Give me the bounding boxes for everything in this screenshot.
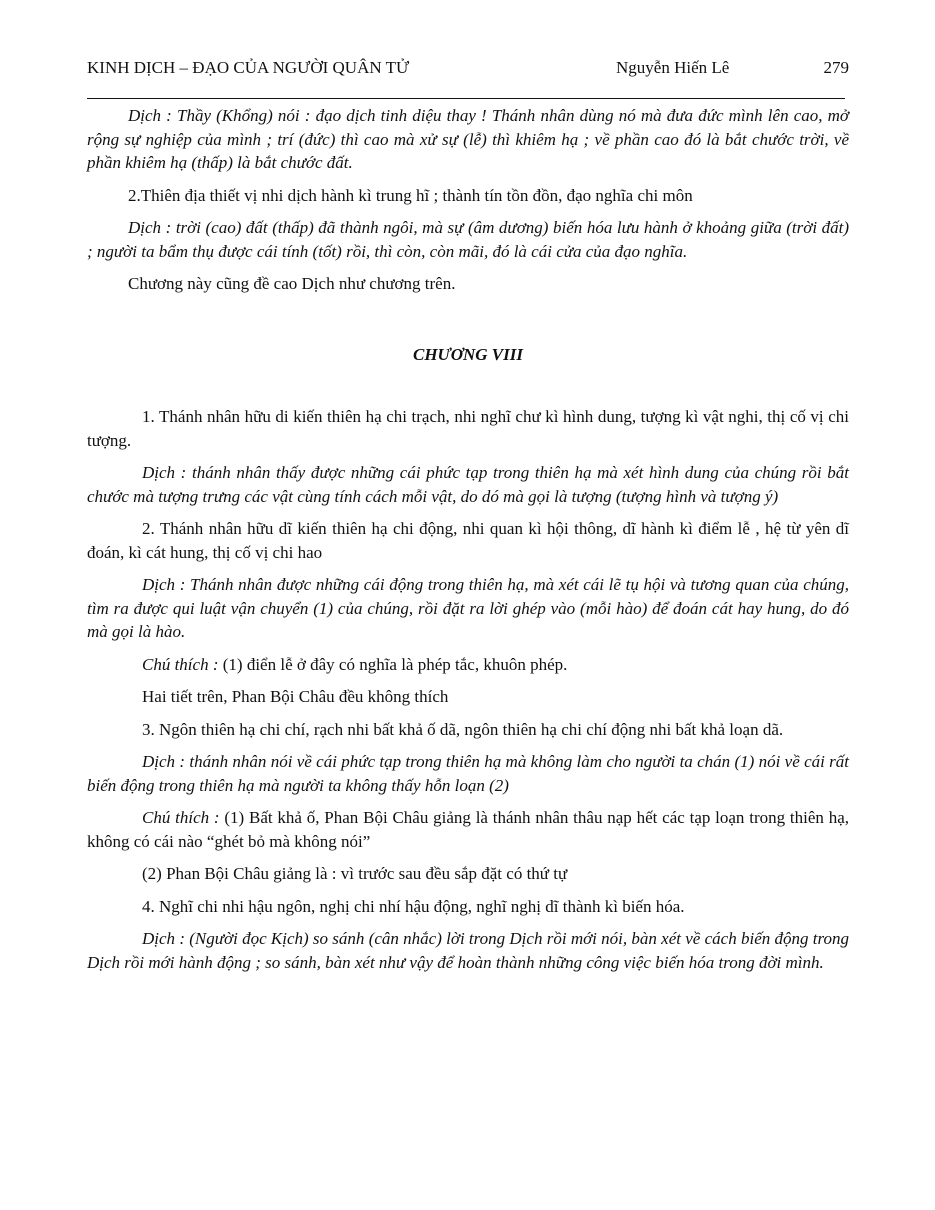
footnote-label: Chú thích :: [142, 654, 219, 674]
chapter-heading: CHƯƠNG VIII: [412, 344, 523, 364]
verse-paragraph: 1. Thánh nhân hữu di kiến thiên hạ chi trạch, nhi nghĩ chư kì hình dung, tượng kì vật nghi, thị cố vị chi tượng.: [87, 407, 849, 450]
commentary-paragraph: Chương này cũng đề cao Dịch như chương trên.: [128, 274, 456, 293]
footnote-paragraph: (2) Phan Bội Châu giảng là : vì trước sau đều sắp đặt có thứ tự: [142, 864, 568, 883]
translation-paragraph: Dịch : thánh nhân thấy được những cái phức tạp trong thiên hạ mà xét hình dung của chúng rồi bắt chước mà tượng trưng các vật cùng tính cách mỗi vật, do dó mà gọi là tượng (tượng hình và tượng ý): [87, 463, 849, 506]
page-header: [87, 58, 849, 80]
page-body: [87, 104, 849, 983]
translation-paragraph: Dịch : Thầy (Khổng) nói : đạo dịch tinh diệu thay ! Thánh nhân dùng nó mà đưa đức mình lên cao, mở rộng sự nghiệp của mình ; trí (đức) thì cao mà xử sự (lễ) thì khiêm hạ ; về phần cao đó là bắt chước trời, về phần khiêm hạ (thấp) là bắt chước đất.: [87, 106, 849, 172]
translation-paragraph: Dịch : Thánh nhân được những cái động trong thiên hạ, mà xét cái lẽ tụ hội và tương quan của chúng, tìm ra được qui luật vận chuyển (1) của chúng, rồi đặt ra lời ghép vào (mỗi hào) để đoán cát hay hung, do đó mà gọi là hào.: [87, 575, 849, 641]
page-number: 279: [823, 58, 849, 77]
verse-paragraph: 4. Nghĩ chi nhi hậu ngôn, nghị chi nhí hậu động, nghĩ nghị dĩ thành kì biến hóa.: [142, 896, 685, 916]
book-title: KINH DỊCH – ĐẠO CỦA NGƯỜI QUÂN TỬ: [87, 58, 410, 77]
translation-paragraph: Dịch : (Người đọc Kịch) so sánh (cân nhắc) lời trong Dịch rồi mới nói, bàn xét về cách biến động trong Dịch rồi mới hành động ; so sánh, bàn xét như vậy để hoàn thành những công việc biến hóa trong đời mình.: [87, 929, 849, 972]
verse-paragraph: 3. Ngôn thiên hạ chi chí, rạch nhi bất khả ố dã, ngôn thiên hạ chi chí động nhi bất khả loạn dã.: [142, 719, 784, 739]
footnote-text: (1) Bất khả ố, Phan Bội Châu giảng là thánh nhân thâu nạp hết các tạp loạn trong thiên hạ, không có cái nào “ghét bỏ mà không nói”: [87, 808, 849, 851]
author-name: Nguyễn Hiến Lê: [616, 58, 730, 77]
footnote-text: (1) điển lễ ở đây có nghĩa là phép tắc, khuôn phép.: [218, 654, 568, 674]
footnote-label: Chú thích :: [142, 808, 220, 827]
verse-paragraph: 2.Thiên địa thiết vị nhi dịch hành kì trung hĩ ; thành tín tồn đồn, đạo nghĩa chi môn: [128, 185, 693, 205]
translation-paragraph: Dịch : thánh nhân nói về cái phức tạp trong thiên hạ mà không làm cho người ta chán (1) nói về cái rất biến động trong thiên hạ mà người ta không thấy hỗn loạn (2): [87, 752, 849, 795]
header-rule: [87, 98, 845, 99]
footnote-paragraph: [87, 806, 849, 853]
translation-paragraph: Dịch : trời (cao) đất (thấp) đã thành ngôi, mà sự (âm dương) biến hóa lưu hành ở khoảng giữa (trời đất) ; người ta bẩm thụ được cái tính (tốt) rồi, thì còn, còn mãi, đó là cái cửa của đạo nghĩa.: [87, 218, 849, 261]
verse-paragraph: 2. Thánh nhân hữu dĩ kiến thiên hạ chi động, nhi quan kì hội thông, dĩ hành kì điểm lễ , hệ từ yên dĩ đoán, kì cát hung, thị cố vị chi hao: [87, 519, 849, 562]
footnote-paragraph: [87, 653, 849, 677]
commentary-paragraph: Hai tiết trên, Phan Bội Châu đều không thích: [142, 687, 449, 706]
